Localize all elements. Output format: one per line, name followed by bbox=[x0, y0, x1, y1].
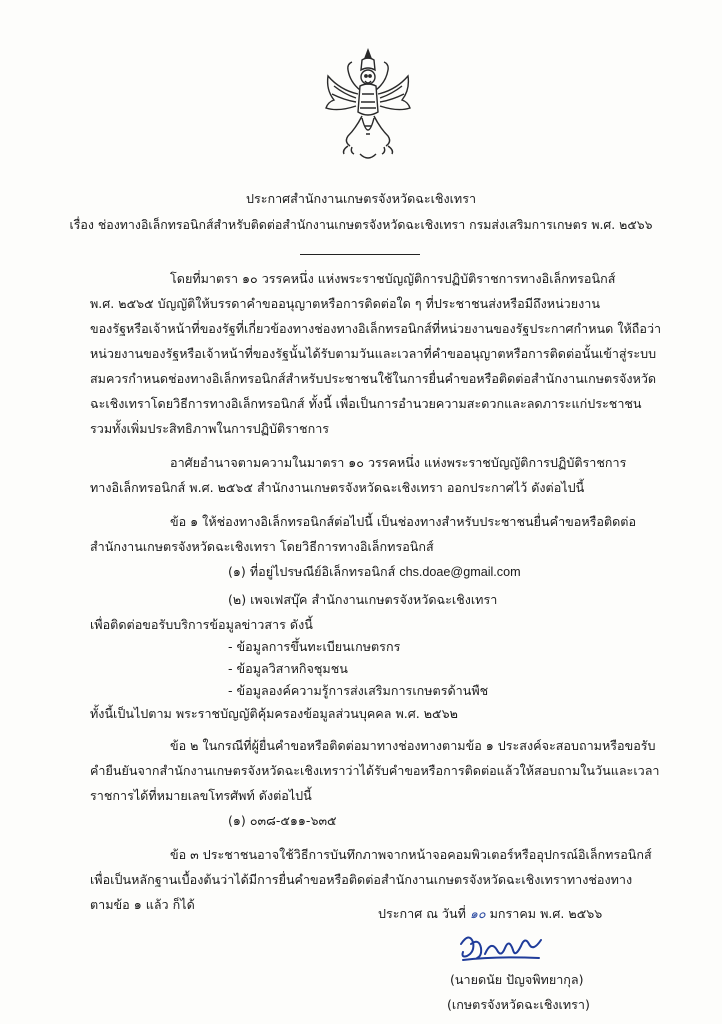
service-item: - ข้อมูลองค์ความรู้การส่งเสริมการเกษตรด้านพืช bbox=[228, 683, 489, 698]
para2-line: อาศัยอำนาจตามความในมาตรา ๑๐ วรรคหนึ่ง แห่งพระราชบัญญัติการปฏิบัติราชการ bbox=[170, 455, 627, 470]
garuda-emblem-icon bbox=[322, 46, 414, 166]
announcement-subject: เรื่อง ช่องทางอิเล็กทรอนิกส์สำหรับติดต่อสำนักงานเกษตรจังหวัดฉะเชิงเทรา กรมส่งเสริมการเกษตร พ.ศ. ๒๕๖๖ bbox=[69, 217, 653, 232]
announce-prefix: ประกาศ ณ วันที่ bbox=[378, 906, 466, 921]
para1-line: หน่วยงานของรัฐหรือเจ้าหน้าที่ของรัฐนั้นได้รับตามวันและเวลาที่คำขออนุญาตหรือการติดต่อนั้นเข้าสู่ระบบ bbox=[90, 346, 657, 361]
para2-line: ทางอิเล็กทรอนิกส์ พ.ศ. ๒๕๖๕ สำนักงานเกษตรจังหวัดฉะเชิงเทรา ออกประกาศไว้ ดังต่อไปนี้ bbox=[90, 480, 585, 495]
channel-email-address: chs.doae@gmail.com bbox=[399, 565, 521, 579]
para1-line: โดยที่มาตรา ๑๐ วรรคหนึ่ง แห่งพระราชบัญญัติการปฏิบัติราชการทางอิเล็กทรอนิกส์ bbox=[170, 271, 616, 286]
para1-line: ของรัฐหรือเจ้าหน้าที่ของรัฐที่เกี่ยวข้องทางช่องทางอิเล็กทรอนิกส์ที่หน่วยงานของรัฐประกาศกำหนด ให้ถือว่า bbox=[90, 321, 662, 336]
clause1-line: ข้อ ๑ ให้ช่องทางอิเล็กทรอนิกส์ต่อไปนี้ เป็นช่องทางสำหรับประชาชนยื่นคำขอหรือติดต่อ bbox=[170, 514, 637, 529]
channel-email-label: (๑) ที่อยู่ไปรษณีย์อิเล็กทรอนิกส์ bbox=[228, 564, 396, 579]
para1-line: สมควรกำหนดช่องทางอิเล็กทรอนิกส์สำหรับประชาชนใช้ในการยื่นคำขอหรือติดต่อสำนักงานเกษตรจังหวัด bbox=[90, 371, 657, 386]
phone-number: (๑) ๐๓๘-๕๑๑-๖๓๕ bbox=[228, 813, 337, 828]
announcement-title: ประกาศสำนักงานเกษตรจังหวัดฉะเชิงเทรา bbox=[245, 191, 477, 206]
contact-intro: เพื่อติดต่อขอรับบริการข้อมูลข่าวสาร ดังนี้ bbox=[90, 617, 313, 632]
clause1-line: สำนักงานเกษตรจังหวัดฉะเชิงเทรา โดยวิธีการทางอิเล็กทรอนิกส์ bbox=[90, 539, 434, 554]
clause3-line: เพื่อเป็นหลักฐานเบื้องต้นว่าได้มีการยื่นคำขอหรือติดต่อสำนักงานเกษตรจังหวัดฉะเชิงเทราทางช่องทาง bbox=[90, 872, 633, 887]
service-item: - ข้อมูลวิสาหกิจชุมชน bbox=[228, 661, 348, 676]
title-divider bbox=[300, 254, 420, 255]
para1-line: รวมทั้งเพิ่มประสิทธิภาพในการปฏิบัติราชการ bbox=[90, 421, 330, 436]
clause2-line: ข้อ ๒ ในกรณีที่ผู้ยื่นคำขอหรือติดต่อมาทางช่องทางตามข้อ ๑ ประสงค์จะสอบถามหรือขอรับ bbox=[170, 738, 656, 753]
clause3-line: ข้อ ๓ ประชาชนอาจใช้วิธีการบันทึกภาพจากหน้าจอคอมพิวเตอร์หรืออุปกรณ์อิเล็กทรอนิกส์ bbox=[170, 847, 652, 862]
announce-date-line bbox=[378, 905, 602, 923]
announce-day: ๑๐ bbox=[469, 906, 486, 921]
clause3-line: ตามข้อ ๑ แล้ว ก็ได้ bbox=[90, 897, 195, 912]
service-item: - ข้อมูลการขึ้นทะเบียนเกษตรกร bbox=[228, 639, 401, 654]
para1-line: ฉะเชิงเทราโดยวิธีการทางอิเล็กทรอนิกส์ ทั้งนี้ เพื่อเป็นการอำนวยความสะดวกและลดภาระแก่ประชาชน bbox=[90, 396, 642, 411]
announce-month-year: มกราคม พ.ศ. ๒๕๖๖ bbox=[489, 906, 603, 921]
para1-line: พ.ศ. ๒๕๖๕ บัญญัติให้บรรดาคำขออนุญาตหรือการติดต่อใด ๆ ที่ประชาชนส่งหรือมีถึงหน่วยงาน bbox=[90, 296, 600, 311]
clause2-line: ราชการได้ที่หมายเลขโทรศัพท์ ดังต่อไปนี้ bbox=[90, 788, 312, 803]
channel-email-item bbox=[228, 563, 722, 581]
channel-facebook-item: (๒) เพจเฟสบุ๊ค สำนักงานเกษตรจังหวัดฉะเชิงเทรา bbox=[228, 592, 498, 607]
signer-position: (เกษตรจังหวัดฉะเชิงเทรา) bbox=[447, 997, 590, 1012]
clause2-line: คำยืนยันจากสำนักงานเกษตรจังหวัดฉะเชิงเทราว่าได้รับคำขอหรือการติดต่อแล้วให้สอบถามในวันและเวลา bbox=[90, 763, 660, 778]
pdpa-note: ทั้งนี้เป็นไปตาม พระราชบัญญัติคุ้มครองข้อมูลส่วนบุคคล พ.ศ. ๒๕๖๒ bbox=[90, 706, 458, 721]
signer-name: (นายดนัย ปัญจพิทยากุล) bbox=[450, 972, 584, 987]
handwritten-signature bbox=[455, 930, 545, 964]
